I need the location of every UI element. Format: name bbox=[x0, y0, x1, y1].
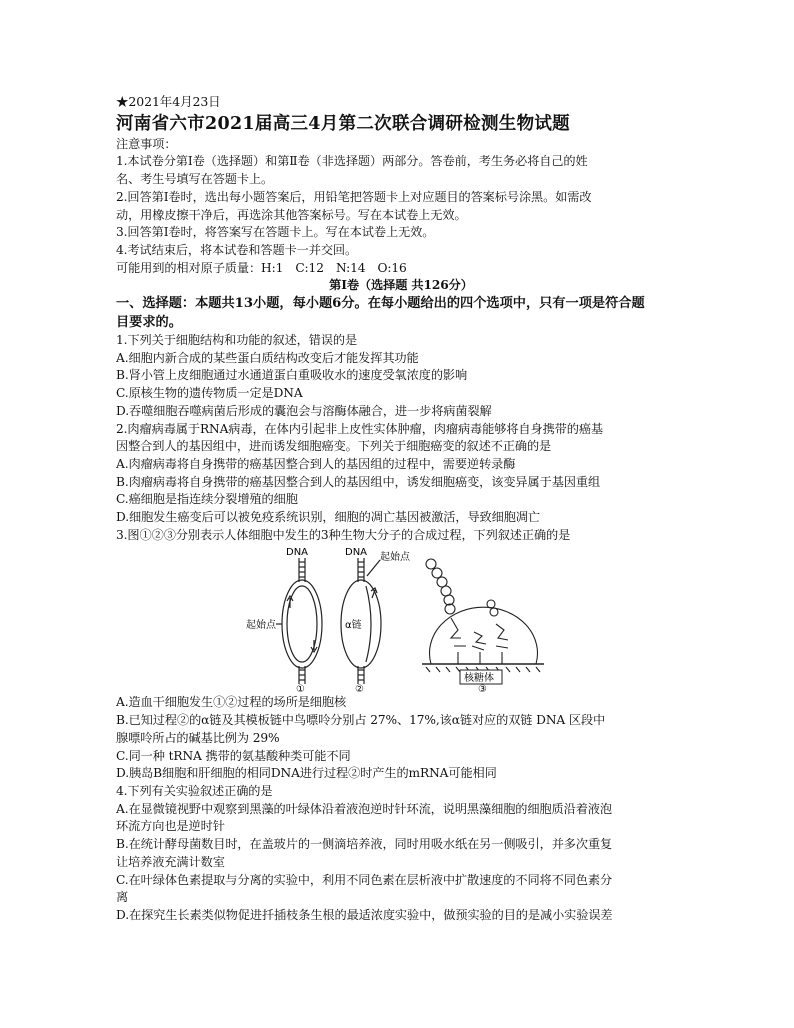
question-line: D.胰岛B细胞和肝细胞的相同DNA进行过程②时产生的mRNA可能相同 bbox=[116, 766, 497, 781]
section-heading-line: 一、选择题：本题共13小题，每小题6分。在每小题给出的四个选项中，只有一项是符合题 bbox=[116, 296, 645, 312]
dna-label-2: DNA bbox=[345, 547, 368, 559]
notes-line: 动，用橡皮擦干净后，再选涂其他答案标号。写在本试卷上无效。 bbox=[116, 207, 467, 222]
ribosome-label: 核糖体 bbox=[464, 673, 494, 685]
section-heading-line: 目要求的。 bbox=[116, 314, 182, 330]
question-line: 腺嘌呤所占的碱基比例为 29% bbox=[116, 730, 280, 745]
question-line: 2.肉瘤病毒属于RNA病毒，在体内引起非上皮性实体肿瘤，肉瘤病毒能够将自身携带的癌基 bbox=[116, 421, 604, 436]
dna-label-1: DNA bbox=[286, 547, 309, 559]
notes-line: 1.本试卷分第Ⅰ卷（选择题）和第Ⅱ卷（非选择题）两部分。答卷前，考生务必将自己的姓 bbox=[116, 154, 588, 169]
panel-number-1: ① bbox=[296, 684, 305, 693]
question-line: 环流方向也是逆时针 bbox=[116, 819, 225, 834]
alpha-chain-label: α链 bbox=[345, 620, 362, 632]
notes-line: 3.回答第Ⅰ卷时，将答案写在答题卡上。写在本试卷上无效。 bbox=[116, 225, 435, 240]
question-line: 3.图①②③分别表示人体细胞中发生的3种生物大分子的合成过程，下列叙述正确的是 bbox=[116, 527, 571, 542]
notes-heading: 注意事项： bbox=[116, 136, 177, 151]
question-line: D.在探究生长素类似物促进扦插枝条生根的最适浓度实验中，做预实验的目的是减小实验误差 bbox=[116, 907, 613, 922]
question-line: 让培养液充满计数室 bbox=[116, 854, 225, 869]
question-line: A.造血干细胞发生①②过程的场所是细胞核 bbox=[116, 695, 347, 710]
question-line: 因整合到人的基因组中，进而诱发细胞癌变。下列关于细胞癌变的叙述不正确的是 bbox=[116, 439, 552, 454]
panel-number-2: ② bbox=[355, 684, 364, 693]
question-line: B.肾小管上皮细胞通过水通道蛋白重吸收水的速度受氧浓度的影响 bbox=[116, 368, 468, 383]
synthesis-figure bbox=[246, 546, 546, 692]
question-line: B.肉瘤病毒将自身携带的癌基因整合到人的基因组中，诱发细胞癌变，该变异属于基因重组 bbox=[116, 474, 601, 489]
question-line: A.在显微镜视野中观察到黑藻的叶绿体沿着液泡逆时针环流，说明黑藻细胞的细胞质沿着液泡 bbox=[116, 801, 612, 816]
exam-title: 河南省六市2021届高三4月第二次联合调研检测生物试题 bbox=[116, 113, 570, 134]
question-line: D.细胞发生癌变后可以被免疫系统识别，细胞的凋亡基因被激活，导致细胞凋亡 bbox=[116, 510, 540, 525]
notes-block bbox=[116, 136, 686, 278]
question-line: 1.下列关于细胞结构和功能的叙述，错误的是 bbox=[116, 333, 358, 348]
part-title: 第Ⅰ卷（选择题 共126分） bbox=[329, 278, 473, 293]
question-line: C.在叶绿体色素提取与分离的实验中，利用不同色素在层析液中扩散速度的不同将不同色素分 bbox=[116, 872, 613, 887]
question-line: A.细胞内新合成的某些蛋白质结构改变后才能发挥其功能 bbox=[116, 350, 419, 365]
synthesis-diagram bbox=[246, 546, 546, 692]
questions-block-b bbox=[116, 694, 686, 924]
question-line: D.吞噬细胞吞噬病菌后形成的囊泡会与溶酶体融合，进一步将病菌裂解 bbox=[116, 403, 492, 418]
origin-label-top: 起始点 bbox=[380, 552, 410, 564]
questions-block-a bbox=[116, 332, 686, 544]
question-line: 离 bbox=[116, 890, 129, 905]
question-line: A.肉瘤病毒将自身携带的癌基因整合到人的基因组的过程中，需要逆转录酶 bbox=[116, 456, 516, 471]
notes-line: 4.考试结束后，将本试卷和答题卡一并交回。 bbox=[116, 242, 358, 257]
question-line: C.癌细胞是指连续分裂增殖的细胞 bbox=[116, 492, 298, 507]
question-line: C.原核生物的遗传物质一定是DNA bbox=[116, 386, 303, 401]
exam-date: ★2021年4月23日 bbox=[116, 94, 221, 109]
origin-label-left: 起始点 bbox=[246, 620, 276, 632]
exam-page bbox=[116, 93, 686, 925]
notes-line: 可能用到的相对原子质量：H:1 C:12 N:14 O:16 bbox=[116, 260, 407, 275]
notes-line: 名、考生号填写在答题卡上。 bbox=[116, 172, 274, 187]
question-line: C.同一种 tRNA 携带的氨基酸种类可能不同 bbox=[116, 748, 351, 763]
question-line: B.在统计酵母菌数目时，在盖玻片的一侧滴培养液，同时用吸水纸在另一侧吸引，并多次重复 bbox=[116, 837, 613, 852]
translation-diagram bbox=[422, 559, 544, 672]
replication-diagram bbox=[276, 558, 322, 684]
question-line: 4.下列有关实验叙述正确的是 bbox=[116, 783, 273, 798]
question-line: B.已知过程②的α链及其模板链中鸟嘌呤分别占 27%、17%,该α链对应的双链 DNA 区段中 bbox=[116, 713, 606, 728]
notes-line: 2.回答第Ⅰ卷时，选出每小题答案后，用铅笔把答题卡上对应题目的答案标号涂黑。如需改 bbox=[116, 189, 592, 204]
panel-number-3: ③ bbox=[478, 684, 487, 693]
